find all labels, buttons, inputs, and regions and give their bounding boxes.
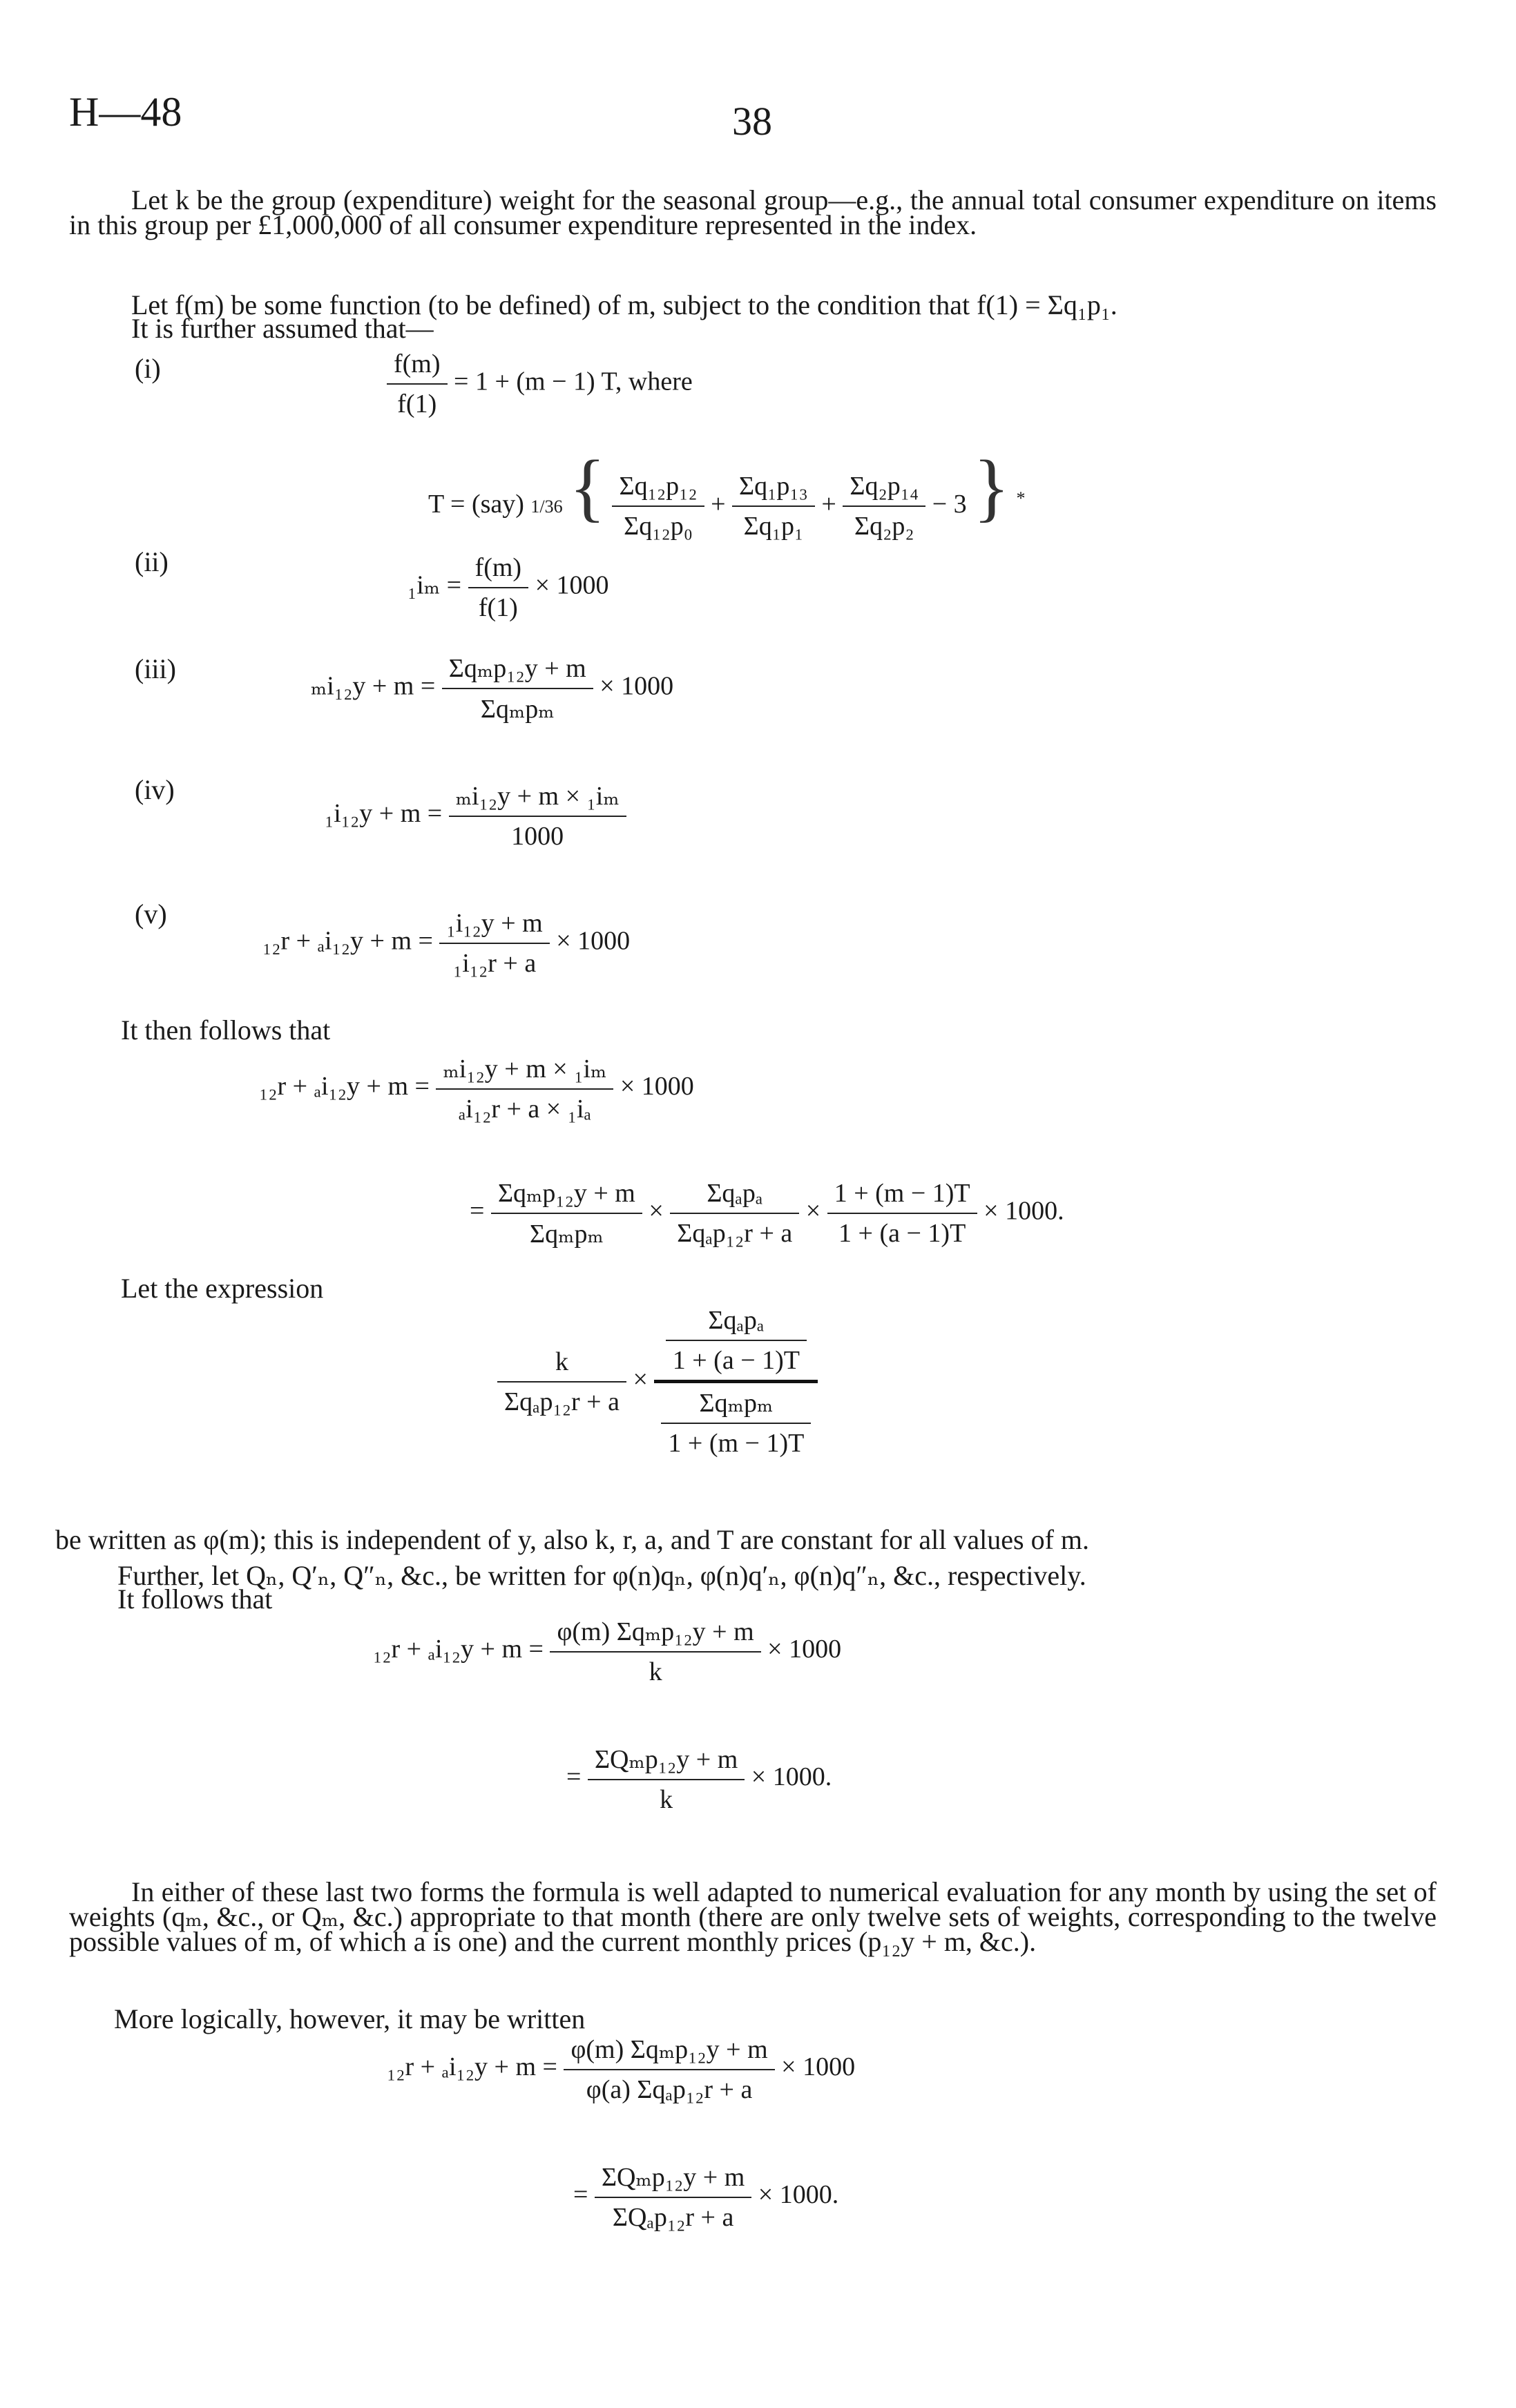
paragraph-weight-definition: Let k be the group (expenditure) weight for the seasonal group—e.g., the annual total consumer expenditure on items in this group per £1,000,000 of all consumer expenditure represented in the index. [69, 184, 1437, 240]
eq-f1-denominator: ₐi₁₂r + a × ₁iₐ [436, 1088, 613, 1124]
eq-i-denominator: f(1) [387, 383, 448, 419]
eq-i-where: where [628, 367, 693, 396]
equals-sign: = [566, 1762, 582, 1792]
paragraph-Q-definition: Further, let Qₙ, Q′ₙ, Q″ₙ, &c., be written for φ(n)qₙ, φ(n)q′ₙ, φ(n)q″ₙ, &c., respectively. [117, 1560, 1086, 1591]
paragraph-it-then-follows: It then follows that [121, 1014, 331, 1046]
eq-phi-n2: 1 + (a − 1)T [666, 1340, 807, 1376]
paragraph-function-definition: Let f(m) be some function (to be defined) of m, subject to the condition that f(1) = Σq₁p₁. [131, 289, 1117, 320]
eq-g2-rhs: × 1000. [751, 1762, 832, 1792]
eq-g1-lhs: ₁₂r + ₐi₁₂y + m = [373, 1635, 544, 1664]
label-iii: (iii) [135, 653, 176, 684]
eq-iii-denominator: Σqₘpₘ [442, 688, 593, 724]
equation-g1 [373, 1616, 841, 1687]
eq-f2-c-den: 1 + (a − 1)T [827, 1213, 977, 1249]
right-brace-icon: } [973, 445, 1010, 529]
eq-ii-lhs: ₁iₘ = [407, 570, 462, 600]
eq-f2-a-den: Σqₘpₘ [491, 1213, 642, 1249]
eq-f1-numerator: ₘi₁₂y + m × ₁iₘ [443, 1054, 607, 1083]
equation-g2 [566, 1744, 832, 1815]
equation-h1 [387, 2034, 855, 2105]
times-sign: × [649, 1196, 664, 1226]
eq-f2-a-num: Σqₘp₁₂y + m [497, 1179, 635, 1208]
eq-g1-rhs: × 1000 [767, 1635, 842, 1664]
paragraph-phi-definition: be written as φ(m); this is independent of y, also k, r, a, and T are constant for all values of m. [55, 1524, 1090, 1555]
paragraph-it-follows: It follows that [117, 1583, 273, 1615]
eq-T-term1-num: Σq₁₂p₁₂ [619, 472, 698, 501]
eq-T-term2-den: Σq₁p₁ [732, 505, 815, 541]
eq-phi-d1: Σqₘpₘ [699, 1389, 774, 1418]
equation-iv [325, 780, 626, 851]
paragraph-numerical-evaluation: In either of these last two forms the formula is well adapted to numerical evaluation for any month by using the set of weights (qₘ, &c., or Qₘ, &c.) appropriate to that month (there are only twelve sets of weights, corresponding to the twelve possible values of m, of which a is one) and the current monthly prices (p₁₂y + m, &c.). [69, 1876, 1437, 1957]
times-sign: × [633, 1365, 648, 1394]
eq-T-term2-num: Σq₁p₁₃ [739, 472, 808, 501]
paragraph-more-logically: More logically, however, it may be written [114, 2003, 586, 2034]
eq-g1-numerator: φ(m) Σqₘp₁₂y + m [557, 1617, 754, 1646]
label-v: (v) [135, 898, 167, 930]
eq-phi-k: k [555, 1347, 568, 1376]
eq-h1-numerator: φ(m) Σqₘp₁₂y + m [570, 2035, 768, 2064]
eq-v-lhs: ₁₂r + ₐi₁₂y + m = [262, 926, 433, 956]
eq-T-term1-den: Σq₁₂p₀ [612, 505, 704, 541]
eq-T-lhs: T = (say) [428, 490, 524, 519]
report-code: H—48 [69, 89, 182, 135]
eq-ii-numerator: f(m) [474, 553, 522, 582]
eq-v-numerator: ₁i₁₂y + m [446, 909, 543, 938]
equation-T [428, 445, 1026, 541]
paragraph-assumption: It is further assumed that— [131, 313, 434, 344]
eq-h2-rhs: × 1000. [758, 2180, 839, 2210]
left-brace-icon: { [569, 445, 606, 529]
eq-g1-denominator: k [550, 1651, 760, 1687]
paragraph-let-expression: Let the expression [121, 1273, 324, 1304]
plus-sign: + [821, 490, 836, 519]
eq-T-term3-num: Σq₂p₁₄ [850, 472, 919, 501]
eq-h1-lhs: ₁₂r + ₐi₁₂y + m = [387, 2052, 557, 2082]
eq-T-tail: − 3 [932, 490, 967, 519]
equation-ii [407, 552, 609, 623]
eq-h2-numerator: ΣQₘp₁₂y + m [601, 2163, 745, 2192]
page-number: 38 [732, 99, 772, 144]
eq-i-numerator: f(m) [394, 349, 441, 378]
equals-sign: = [573, 2180, 588, 2210]
equation-v [262, 908, 630, 979]
equation-h2 [573, 2161, 838, 2233]
equation-follows-1 [259, 1053, 694, 1124]
label-iv: (iv) [135, 774, 175, 805]
footnote-star: * [1016, 488, 1026, 508]
eq-f2-c-num: 1 + (m − 1)T [834, 1179, 970, 1208]
eq-phi-k-den: Σqₐp₁₂r + a [497, 1381, 626, 1417]
eq-i-rhs: = 1 + (m − 1) T, [454, 367, 622, 396]
plus-sign: + [711, 490, 726, 519]
label-ii: (ii) [135, 546, 169, 577]
eq-h1-rhs: × 1000 [781, 2052, 856, 2082]
eq-ii-denominator: f(1) [468, 587, 529, 623]
eq-v-denominator: ₁i₁₂r + a [439, 943, 549, 979]
eq-iv-lhs: ₁i₁₂y + m = [325, 799, 443, 829]
eq-v-rhs: × 1000 [556, 926, 631, 956]
equation-i [387, 349, 693, 419]
eq-f1-lhs: ₁₂r + ₐi₁₂y + m = [259, 1072, 430, 1101]
eq-ii-rhs: × 1000 [535, 570, 609, 600]
equation-iii [311, 653, 673, 724]
eq-g2-denominator: k [588, 1779, 745, 1815]
eq-T-term3-den: Σq₂p₂ [843, 505, 925, 541]
eq-f2-rhs: × 1000. [984, 1196, 1064, 1226]
eq-iv-numerator: ₘi₁₂y + m × ₁iₘ [455, 782, 620, 811]
times-sign: × [805, 1196, 821, 1226]
equation-follows-2 [470, 1177, 1064, 1249]
eq-T-coefficient: 1/36 [530, 497, 563, 517]
eq-h1-denominator: φ(a) Σqₐp₁₂r + a [564, 2069, 774, 2105]
equation-phi [497, 1305, 818, 1458]
eq-iii-rhs: × 1000 [599, 671, 674, 701]
eq-g2-numerator: ΣQₘp₁₂y + m [594, 1745, 738, 1774]
eq-iv-denominator: 1000 [449, 816, 626, 851]
eq-f1-rhs: × 1000 [620, 1072, 694, 1101]
eq-phi-n1: Σqₐpₐ [708, 1306, 765, 1335]
eq-phi-d2: 1 + (m − 1)T [661, 1423, 811, 1458]
eq-iii-lhs: ₘi₁₂y + m = [311, 671, 436, 701]
eq-f2-b-num: Σqₐpₐ [707, 1179, 763, 1208]
eq-iii-numerator: Σqₘp₁₂y + m [448, 654, 586, 683]
eq-h2-denominator: ΣQₐp₁₂r + a [595, 2197, 751, 2233]
label-i: (i) [135, 353, 161, 384]
eq-f2-b-den: Σqₐp₁₂r + a [670, 1213, 799, 1249]
equals-sign: = [470, 1196, 485, 1226]
